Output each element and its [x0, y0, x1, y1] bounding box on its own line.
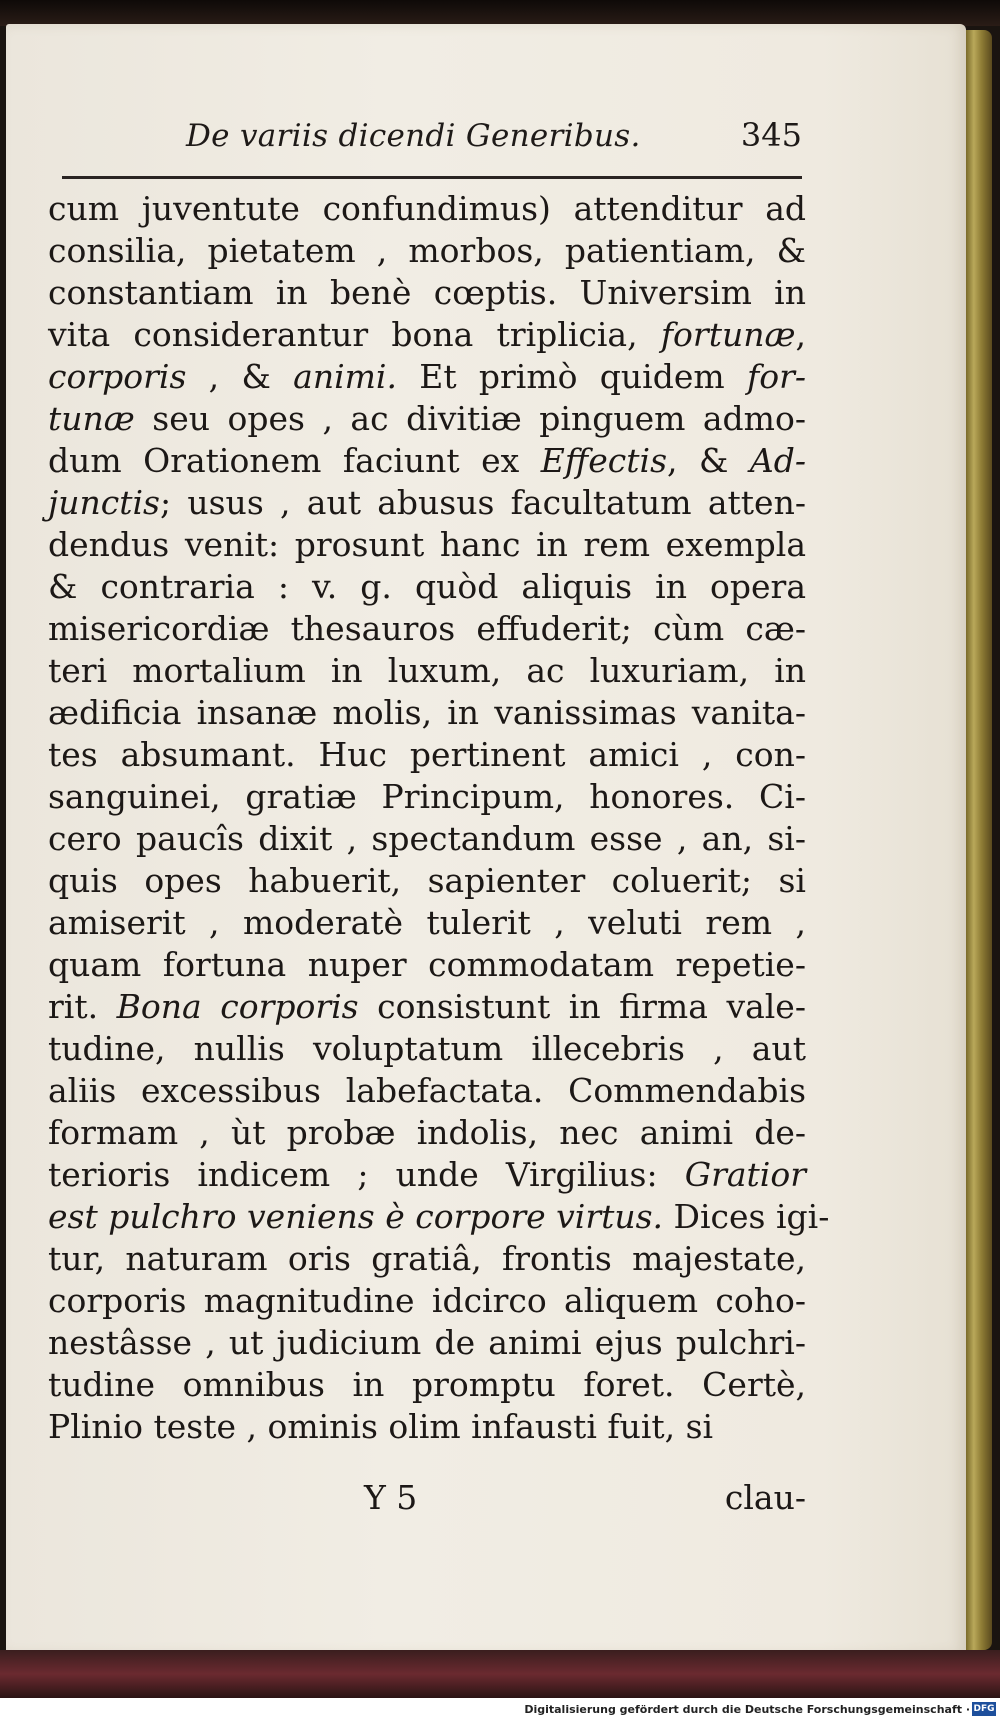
text-line [48, 650, 806, 692]
signature-mark: Y 5 [364, 1478, 418, 1517]
body-text [48, 188, 830, 1448]
text-segment: tudine omnibus in promptu foret. Certè, [48, 1365, 806, 1404]
text-line [48, 734, 806, 776]
text-segment: tur, naturam oris gratiâ, frontis majestate, [48, 1239, 806, 1278]
text-segment: seu opes , ac divitiæ pinguem admo- [134, 399, 806, 438]
text-line [48, 944, 806, 986]
text-segment: consistunt in firma vale- [358, 987, 806, 1026]
text-line [48, 230, 806, 272]
text-line [48, 692, 806, 734]
italic-segment: est pulchro veniens è corpore virtus. [48, 1197, 664, 1236]
text-segment: misericordiæ thesauros effuderit; cùm cæ- [48, 609, 806, 648]
text-segment: consilia, pietatem , morbos, patientiam, & [48, 231, 806, 270]
text-segment: sanguinei, gratiæ Principum, honores. Ci- [48, 777, 806, 816]
text-segment: teri mortalium in luxum, ac luxuriam, in [48, 651, 806, 690]
text-line [48, 902, 806, 944]
text-line [48, 398, 806, 440]
text-line [48, 356, 806, 398]
scan-top-edge [0, 0, 1000, 26]
page-header [62, 112, 802, 162]
text-segment: formam , ùt probæ indolis, nec animi de- [48, 1113, 806, 1152]
text-segment: Plinio teste , ominis olim infausti fuit, si [48, 1407, 714, 1446]
italic-segment: for- [746, 357, 806, 396]
text-segment: amiserit , moderatè tulerit , veluti rem , [48, 903, 806, 942]
italic-segment: Gratior [684, 1155, 806, 1194]
text-line [48, 608, 806, 650]
text-segment: ædificia insanæ molis, in vanissimas vanita- [48, 693, 806, 732]
text-segment: constantiam in benè cœptis. Universim in [48, 273, 806, 312]
text-segment: quis opes habuerit, sapienter coluerit; si [48, 861, 806, 900]
italic-segment: Bona corporis [116, 987, 359, 1026]
page-number: 345 [740, 116, 802, 154]
text-segment: corporis magnitudine idcirco aliquem coho- [48, 1281, 806, 1320]
italic-segment: corporis [48, 357, 187, 396]
catchword: clau- [724, 1478, 806, 1517]
text-segment: nestâsse , ut judicium de animi ejus pulchri- [48, 1323, 806, 1362]
running-title: De variis dicendi Generibus. [186, 118, 641, 154]
text-line [48, 1196, 830, 1238]
text-line [48, 1280, 806, 1322]
text-segment: , [795, 315, 806, 354]
text-line [48, 1070, 806, 1112]
text-segment: terioris indicem ; unde Virgilius: [48, 1155, 685, 1194]
text-segment: ; usus , aut abusus facultatum atten- [159, 483, 806, 522]
text-line [48, 440, 806, 482]
text-segment: cum juventute confundimus) attenditur ad [48, 189, 806, 228]
italic-segment: junctis [48, 483, 160, 522]
text-segment: & contraria : v. g. quòd aliquis in opera [48, 567, 806, 606]
text-line [48, 776, 806, 818]
text-line [48, 1028, 806, 1070]
text-segment: aliis excessibus labefactata. Commendabis [48, 1071, 806, 1110]
text-segment: Et primò quidem [396, 357, 747, 396]
text-segment: dum Orationem faciunt ex [48, 441, 541, 480]
text-line [48, 272, 806, 314]
text-segment: vita considerantur bona triplicia, [48, 315, 661, 354]
text-line [48, 1112, 806, 1154]
digitization-credit: Digitalisierung gefördert durch die Deutsche Forschungsgemeinschaft · [524, 1703, 970, 1716]
text-line [48, 986, 806, 1028]
italic-segment: tunæ [48, 399, 135, 438]
text-line [48, 1406, 806, 1448]
text-segment: quam fortuna nuper commodatam repetie- [48, 945, 806, 984]
italic-segment: Effectis [540, 441, 668, 480]
text-line [48, 818, 806, 860]
text-segment: Dices igi- [663, 1197, 830, 1236]
text-line [48, 1322, 806, 1364]
text-line [48, 482, 806, 524]
italic-segment: animi. [293, 357, 397, 396]
text-line [48, 1364, 806, 1406]
text-segment: dendus venit: prosunt hanc in rem exempla [48, 525, 806, 564]
header-rule [62, 176, 802, 179]
dfg-logo-badge: DFG [973, 1704, 995, 1714]
text-line [48, 1238, 806, 1280]
text-line [48, 860, 806, 902]
text-line [48, 566, 806, 608]
text-segment: cero paucîs dixit , spectandum esse , an, si- [48, 819, 806, 858]
text-segment: rit. [48, 987, 117, 1026]
text-segment: tes absumant. Huc pertinent amici , con- [48, 735, 806, 774]
gilded-page-edge [966, 30, 992, 1650]
italic-segment: Ad- [749, 441, 806, 480]
scan-bottom-edge [0, 1650, 1000, 1698]
text-line [48, 314, 806, 356]
italic-segment: fortunæ [660, 315, 796, 354]
text-segment: tudine, nullis voluptatum illecebris , aut [48, 1029, 806, 1068]
page-footer [48, 1478, 806, 1522]
text-segment: , & [667, 441, 750, 480]
text-segment: , & [186, 357, 294, 396]
text-line [48, 1154, 806, 1196]
text-line [48, 188, 806, 230]
text-line [48, 524, 806, 566]
